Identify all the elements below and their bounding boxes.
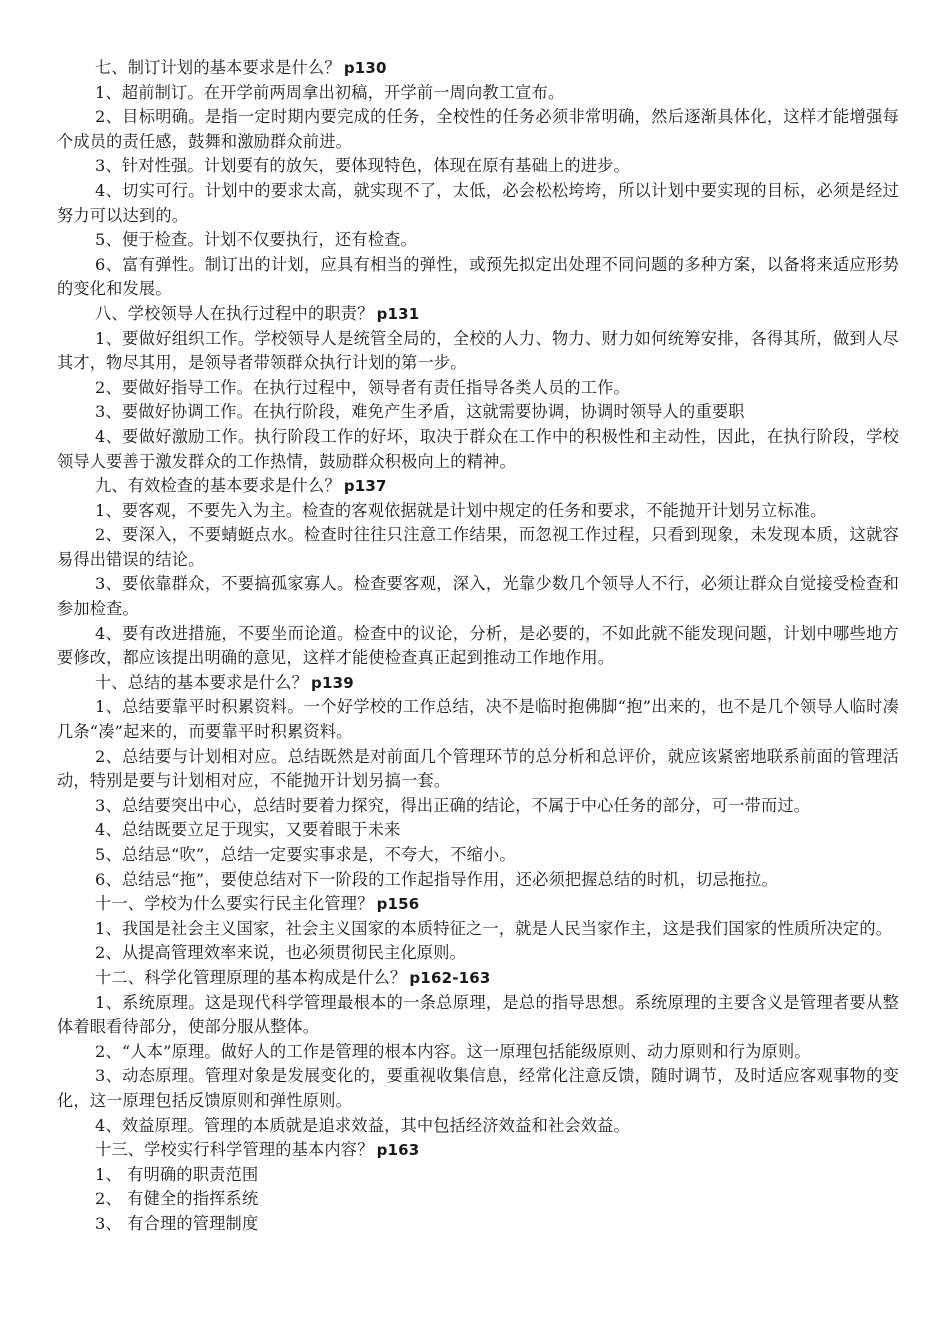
list-item: 1、超前制订。在开学前两周拿出初稿，开学前一周向教工宣布。 <box>95 82 565 102</box>
section-7 <box>57 56 899 302</box>
section-8 <box>57 302 899 474</box>
list-item: 5、便于检查。计划不仅要执行，还有检查。 <box>95 230 417 250</box>
section-12 <box>57 966 899 1138</box>
list-item: 4、效益原理。管理的本质就是追求效益，其中包括经济效益和社会效益。 <box>95 1115 630 1135</box>
section-9 <box>57 474 899 671</box>
list-item: 2、从提高管理效率来说，也必须贯彻民主化原则。 <box>95 943 467 963</box>
list-item: 1、 有明确的职责范围 <box>95 1164 259 1184</box>
list-item: 4、总结既要立足于现实，又要着眼于未来 <box>95 820 401 840</box>
page-reference: p130 <box>343 59 387 77</box>
list-item: 1、总结要靠平时积累资料。一个好学校的工作总结，决不是临时抱佛脚“抱”出来的，也不是几个领导人临时凑几条“凑”起来的，而要靠平时积累资料。 <box>57 697 899 742</box>
list-item: 2、 有健全的指挥系统 <box>95 1189 259 1209</box>
list-item: 2、要深入，不要蜻蜓点水。检查时往往只注意工作结果，而忽视工作过程，只看到现象，未发现本质，这就容易得出错误的结论。 <box>57 525 899 569</box>
section-heading: 十三、学校实行科学管理的基本内容？ p163 <box>95 1140 420 1160</box>
section-heading: 九、有效检查的基本要求是什么？ p137 <box>95 476 387 496</box>
page-reference: p163 <box>376 1141 420 1160</box>
list-item: 3、要依靠群众，不要搞孤家寡人。检查要客观，深入，光靠少数几个领导人不行，必须让群众自觉接受检查和参加检查。 <box>57 574 899 619</box>
page-reference: p137 <box>343 477 387 496</box>
list-item: 2、要做好指导工作。在执行过程中，领导者有责任指导各类人员的工作。 <box>95 377 630 397</box>
list-item: 4、要有改进措施，不要坐而论道。检查中的议论，分析，是必要的，不如此就不能发现问题，计划中哪些地方要修改，都应该提出明确的意见，这样才能使检查真正起到推动工作地作用。 <box>57 623 899 668</box>
section-heading: 八、学校领导人在执行过程中的职责？ p131 <box>95 303 420 323</box>
list-item: 1、要做好组织工作。学校领导人是统管全局的，全校的人力、物力、财力如何统筹安排，各得其所，做到人尽其才，物尽其用，是领导者带领群众执行计划的第一步。 <box>57 328 899 373</box>
document-page <box>57 56 899 1237</box>
list-item: 3、总结要突出中心，总结时要着力探究，得出正确的结论，不属于中心任务的部分，可一带而过。 <box>95 795 811 815</box>
section-heading: 十一、学校为什么要实行民主化管理？ p156 <box>95 894 420 914</box>
list-item: 4、要做好激励工作。执行阶段工作的好坏，取决于群众在工作中的积极性和主动性，因此，在执行阶段，学校领导人要善于激发群众的工作热情，鼓励群众积极向上的精神。 <box>57 426 899 471</box>
list-item: 5、总结忌“吹”，总结一定要实事求是，不夸大，不缩小。 <box>95 845 516 864</box>
list-item: 6、总结忌“拖”，要使总结对下一阶段的工作起指导作用，还必须把握总结的时机，切忌拖拉。 <box>95 869 778 889</box>
list-item: 1、系统原理。这是现代科学管理最根本的一条总原理，是总的指导思想。系统原理的主要含义是管理者要从整体着眼看待部分，使部分服从整体。 <box>57 992 899 1037</box>
list-item: 1、我国是社会主义国家，社会主义国家的本质特征之一，就是人民当家作主，这是我们国家的性质所决定的。 <box>95 918 893 938</box>
section-heading: 十、总结的基本要求是什么？ p139 <box>95 672 354 692</box>
section-heading: 七、制订计划的基本要求是什么？ p130 <box>95 58 387 77</box>
section-10 <box>57 671 899 892</box>
list-item: 3、针对性强。计划要有的放矢，要体现特色，体现在原有基础上的进步。 <box>95 156 630 176</box>
page-reference: p131 <box>376 304 420 323</box>
page-reference: p156 <box>376 895 420 914</box>
section-heading: 十二、科学化管理原理的基本构成是什么？ p162-163 <box>95 967 491 987</box>
list-item: 3、 有合理的管理制度 <box>95 1213 259 1233</box>
section-11 <box>57 892 899 966</box>
list-item: 3、要做好协调工作。在执行阶段，难免产生矛盾，这就需要协调，协调时领导人的重要职 <box>95 402 745 422</box>
section-13 <box>57 1138 899 1236</box>
list-item: 6、富有弹性。制订出的计划，应具有相当的弹性，或预先拟定出处理不同问题的多种方案，以备将来适应形势的变化和发展。 <box>57 254 899 299</box>
list-item: 3、动态原理。管理对象是发展变化的，要重视收集信息，经常化注意反馈，随时调节，及时适应客观事物的变化，这一原理包括反馈原则和弹性原则。 <box>57 1066 899 1110</box>
list-item: 2、总结要与计划相对应。总结既然是对前面几个管理环节的总分析和总评价，就应该紧密地联系前面的管理活动，特别是要与计划相对应，不能抛开计划另搞一套。 <box>57 746 899 791</box>
page-reference: p139 <box>311 673 354 692</box>
list-item: 2、目标明确。是指一定时期内要完成的任务，全校性的任务必须非常明确，然后逐渐具体化，这样才能增强每个成员的责任感，鼓舞和激励群众前进。 <box>57 107 899 151</box>
list-item: 4、切实可行。计划中的要求太高，就实现不了，太低，必会松松垮垮，所以计划中要实现的目标，必须是经过努力可以达到的。 <box>57 180 899 225</box>
list-item: 1、要客观，不要先入为主。检查的客观依据就是计划中规定的任务和要求，不能抛开计划另立标准。 <box>95 500 827 520</box>
page-reference: p162-163 <box>409 968 491 987</box>
list-item: 2、“人本”原理。做好人的工作是管理的根本内容。这一原理包括能级原则、动力原则和行为原则。 <box>95 1041 811 1061</box>
